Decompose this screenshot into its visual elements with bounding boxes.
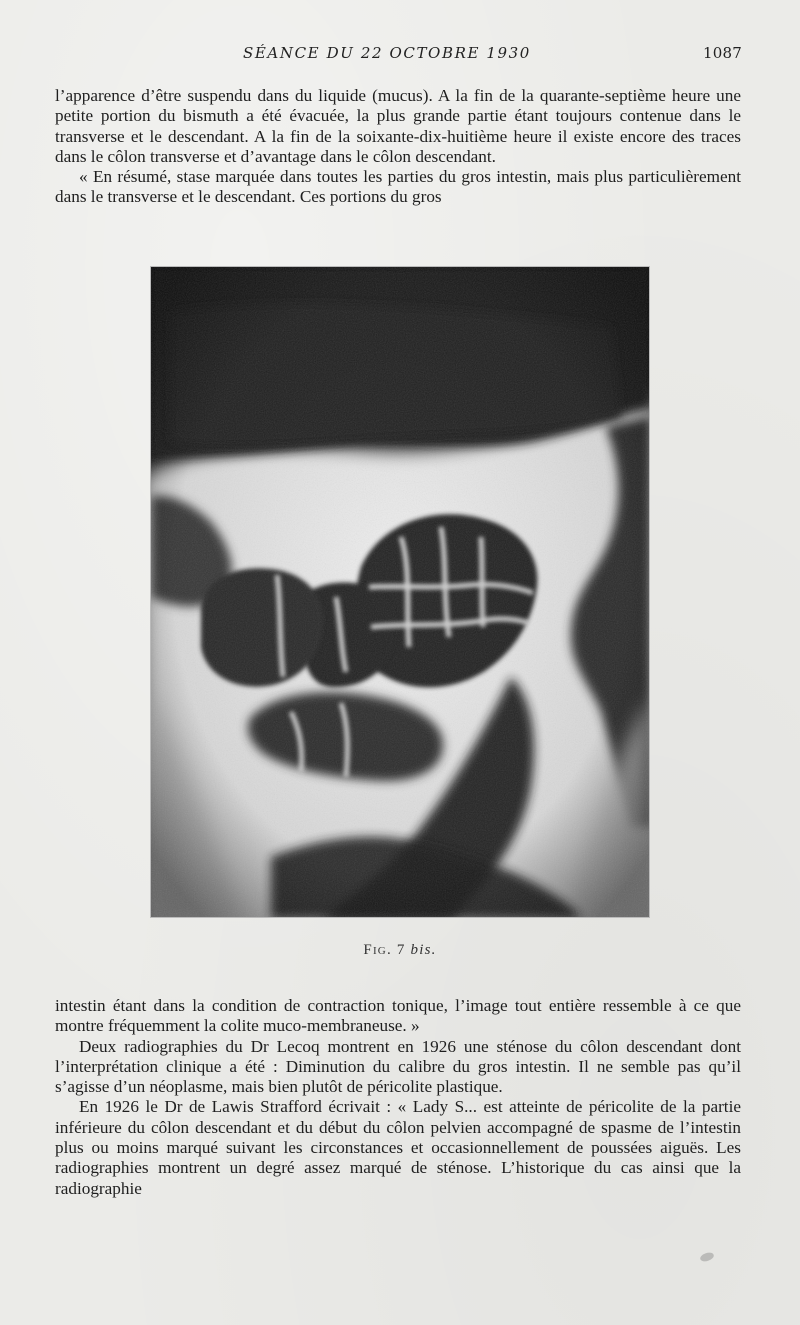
radiograph-image — [151, 267, 650, 918]
paragraph: « En résumé, stase marquée dans toutes les parties du gros intestin, mais plus particulièrement dans le transverse et le descendant. Ces portions du gros — [55, 167, 741, 207]
running-header — [55, 44, 742, 66]
radiograph-figure — [150, 266, 650, 918]
figure-suffix: bis. — [410, 942, 437, 958]
figure-label: Fig. 7 — [363, 942, 406, 958]
paragraph: intestin étant dans la condition de contraction tonique, l’image tout entière ressemble à ce que montre fréquemment la colite muco-membraneuse. » — [55, 996, 741, 1036]
header-title: SÉANCE DU 22 OCTOBRE 1930 — [243, 44, 531, 62]
ink-speck — [699, 1251, 715, 1263]
paragraph: En 1926 le Dr de Lawis Strafford écrivait : « Lady S... est atteinte de péricolite de la partie inférieure du côlon descendant et du début du côlon pelvien accompagné de spasme de l’intestin plus ou moins marqué suivant les circonstances et occasionnellement de poussées aiguës. Les radiographies montrent un degré assez marqué de sténose. L’historique du cas ainsi que la radiographie — [55, 1097, 741, 1198]
page-number: 1087 — [703, 44, 742, 62]
text-block-bottom — [55, 996, 741, 1199]
paragraph: Deux radiographies du Dr Lecoq montrent en 1926 une sténose du côlon descendant dont l’interprétation clinique a été : Diminution du calibre du gros intestin. Il ne semble pas qu’il s’agisse d’un néoplasme, mais bien plutôt de péricolite plastique. — [55, 1036, 741, 1097]
text-block-top — [55, 86, 741, 208]
paragraph: l’apparence d’être suspendu dans du liquide (mucus). A la fin de la quarante-septième heure une petite portion du bismuth a été évacuée, la plus grande partie étant toujours contenue dans le transverse et le descendant. A la fin de la soixante-dix-huitième heure il existe encore des traces dans le côlon transverse et d’avantage dans le côlon descendant. — [55, 86, 741, 166]
figure-caption — [0, 942, 800, 959]
